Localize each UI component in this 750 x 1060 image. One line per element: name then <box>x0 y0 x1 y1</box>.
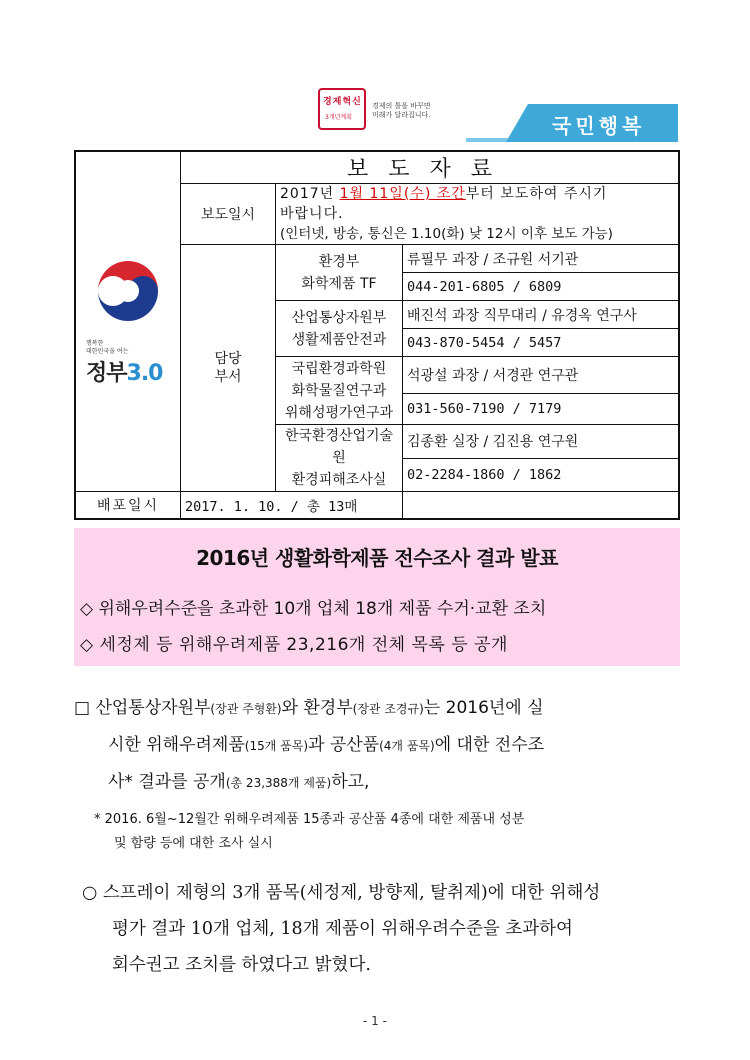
gov-30-wordmark <box>86 356 176 387</box>
paragraph-main-line-2 <box>74 727 682 764</box>
p1-l3-a: 사* 결과를 공개 <box>108 772 226 792</box>
dept-name-3 <box>276 425 403 492</box>
distribution-value: 2017. 1. 10. / 총 13매 <box>181 492 403 520</box>
national-happiness-banner <box>466 104 678 142</box>
dept-0-phone: 044-201-6805 / 6809 <box>403 273 680 301</box>
dept-2-phone: 031-560-7190 / 7179 <box>403 394 680 425</box>
department-label-2: 부서 <box>214 369 242 385</box>
p1-l2-c: 에 대한 전수조 <box>434 735 545 755</box>
dept-3-person: 김종환 실장 / 김진용 연구원 <box>403 425 680 459</box>
summary-title: 2016년 생활화학제품 전수조사 결과 발표 <box>196 546 558 570</box>
dept-name-2 <box>276 357 403 425</box>
summary-box <box>74 528 680 666</box>
dept-1-phone: 043-870-5454 / 5457 <box>403 329 680 357</box>
distribution-label: 배포일시 <box>75 492 181 520</box>
dept-0-line-2: 화학제품 TF <box>301 275 377 292</box>
economic-innovation-logo <box>318 88 364 128</box>
dept-2-line-2: 화학물질연구과 <box>291 382 387 399</box>
paragraph-detail-line-2: 평가 결과 10개 업체, 18개 제품이 위해우려수준을 초과하여 <box>112 919 573 939</box>
p1-minister-2: (장관 조경규) <box>352 702 424 716</box>
paragraph-main-line-3 <box>74 764 682 801</box>
slogan-line-1: 경제의 틀을 바꾸면 <box>372 102 431 110</box>
summary-point-1: ◇ 위해우려수준을 초과한 10개 업체 18개 제품 수거·교환 조치 <box>80 599 547 619</box>
dept-3-phone: 02-2284-1860 / 1862 <box>403 458 680 492</box>
department-label <box>181 245 276 492</box>
gov-number: 3.0 <box>126 361 163 386</box>
logo-text: 경제혁신 <box>323 97 362 107</box>
slogan <box>372 102 442 120</box>
paragraph-main <box>74 690 682 801</box>
department-label-1: 담당 <box>214 351 242 367</box>
release-tail: 부터 보도하여 주시기 <box>465 186 608 202</box>
release-line-3: (인터넷, 방송, 통신은 1.10(화) 낮 12시 이후 보도 가능) <box>280 226 613 242</box>
p1-l2-b: 과 공산품 <box>308 735 380 755</box>
dept-1-person: 배진석 과장 직무대리 / 유경옥 연구사 <box>403 301 680 329</box>
release-date-label: 보도일시 <box>181 184 276 245</box>
dept-3-line-1: 한국환경산업기술원 <box>284 428 394 466</box>
gov-slogan-1: 행복한 <box>86 340 104 347</box>
dept-1-line-1: 산업통상자원부 <box>291 309 387 326</box>
dept-2-person: 석광설 과장 / 서경관 연구관 <box>403 357 680 394</box>
p1-l3-b: 하고, <box>331 772 370 792</box>
paragraph-detail-line-3: 회수권고 조치를 하였다고 밝혔다. <box>112 955 371 975</box>
gov-slogan-2: 대한민국을 여는 <box>86 348 129 355</box>
p1-text-c: 는 2016년에 실 <box>423 698 544 718</box>
paragraph-main-line-1 <box>74 690 682 727</box>
banner-text: 국민행복 <box>552 114 646 138</box>
footnote-line-2: 및 함량 등에 대한 조사 실시 <box>114 836 273 851</box>
p1-l2-a: 시한 위해우려제품 <box>108 735 245 755</box>
logo-subtext: 3개년계획 <box>325 114 353 121</box>
dept-0-line-1: 환경부 <box>318 253 360 270</box>
press-release-info-table <box>74 150 680 520</box>
release-date-value <box>276 184 680 245</box>
square-bullet-icon: □ <box>74 698 91 718</box>
taegeuk-emblem-icon <box>93 256 163 326</box>
dept-name-0 <box>276 245 403 301</box>
p1-l3-small: (총 23,388개 제품) <box>225 776 332 790</box>
p1-text-a: 산업통상자원부 <box>90 698 211 718</box>
dept-1-line-2: 생활제품안전과 <box>291 331 387 348</box>
release-year: 2017년 <box>280 186 340 202</box>
summary-point-2: ◇ 세정제 등 위해우려제품 23,216개 전체 목록 등 공개 <box>80 635 508 655</box>
p1-minister-1: (장관 주형환) <box>210 702 282 716</box>
p1-l2-small-1: (15개 품목) <box>244 739 309 753</box>
release-date-red: 1월 11일(수) 조간 <box>339 186 466 202</box>
slogan-line-2: 미래가 달라집니다. <box>372 111 431 119</box>
footnote-line-1: * 2016. 6월~12월간 위해우려제품 15종과 공산품 4종에 대한 제품내 성분 <box>94 812 525 827</box>
dept-name-1 <box>276 301 403 357</box>
p1-l2-small-2: (4개 품목) <box>379 739 435 753</box>
document-title: 보도자료 <box>181 151 680 184</box>
paragraph-detail <box>82 875 682 983</box>
dept-2-line-1: 국립환경과학원 <box>291 360 387 377</box>
page-number: - 1 - <box>363 1014 387 1028</box>
dept-2-line-3: 위해성평가연구과 <box>284 404 394 421</box>
paragraph-detail-line-1: ○ 스프레이 제형의 3개 품목(세정제, 방향제, 탈취제)에 대한 위해성 <box>82 883 601 903</box>
footnote <box>94 808 682 856</box>
p1-text-b: 와 환경부 <box>281 698 353 718</box>
release-line-1 <box>280 184 674 204</box>
dept-3-line-2: 환경피해조사실 <box>291 472 387 488</box>
release-line-2: 바랍니다. <box>280 206 344 222</box>
dept-0-person: 류필무 과장 / 조규원 서기관 <box>403 245 680 273</box>
gov-word: 정부 <box>86 361 127 386</box>
government-logo-cell <box>75 151 181 492</box>
